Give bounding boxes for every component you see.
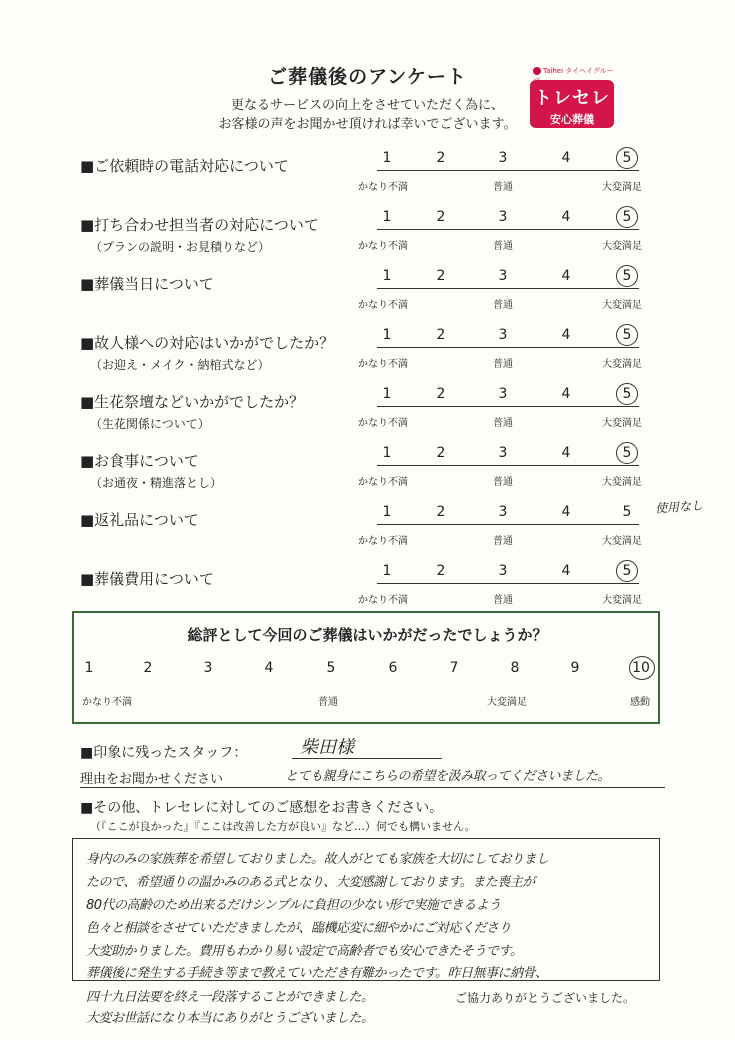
question-label: ■葬儀費用について	[80, 570, 214, 588]
logo-name: トレセレ	[534, 88, 610, 109]
selected-circle	[616, 560, 638, 582]
question-label: ■ご依頼時の電話対応について	[80, 157, 289, 175]
rating-option[interactable]: 4	[561, 209, 571, 225]
rating-option[interactable]: 3	[498, 209, 508, 225]
rating-option[interactable]: 4	[561, 445, 571, 461]
rating-option[interactable]: 1	[382, 150, 392, 166]
rating-option[interactable]: 4	[561, 150, 571, 166]
impressions-subtitle: （『ここが良かった』『ここは改善した方が良い』など…）何でも構いません。	[90, 820, 476, 833]
question-sublabel: （生花関係について）	[90, 417, 210, 431]
logo-brand: Taihei タイヘイグルー	[533, 66, 615, 86]
question-sublabel: （プランの説明・お見積りなど）	[90, 240, 271, 254]
logo	[530, 80, 614, 128]
page-title: ご葬儀後のアンケート	[268, 66, 467, 88]
rating-option[interactable]: 2	[436, 327, 446, 343]
rating-high-label: 大変満足	[602, 477, 642, 488]
rating-option[interactable]: 1	[382, 563, 392, 579]
selected-circle	[616, 265, 638, 287]
overall-selected-circle	[629, 656, 655, 680]
handwritten-line: 80代の高齢のため出来るだけシンプルに負担の少ない形で実施できるよう	[86, 898, 501, 913]
question-label: ■返礼品について	[80, 511, 199, 529]
rating-low-label: かなり不満	[358, 182, 408, 193]
selected-circle	[616, 383, 638, 405]
rating-line	[377, 406, 639, 407]
rating-option[interactable]: 3	[498, 268, 508, 284]
rating-option[interactable]: 5	[622, 327, 632, 343]
rating-option[interactable]: 5	[622, 504, 632, 520]
rating-line	[377, 288, 639, 289]
rating-option[interactable]: 1	[382, 504, 392, 520]
rating-high-label: 大変満足	[602, 359, 642, 370]
rating-option[interactable]: 2	[436, 445, 446, 461]
overall-option[interactable]: 10	[632, 660, 650, 676]
rating-option[interactable]: 1	[382, 268, 392, 284]
rating-mid-label: 普通	[493, 241, 513, 252]
rating-option[interactable]: 5	[622, 150, 632, 166]
rating-mid-label: 普通	[493, 595, 513, 606]
rating-low-label: かなり不満	[358, 477, 408, 488]
overall-option[interactable]: 2	[143, 660, 153, 676]
overall-title: 総評として今回のご葬儀はいかがだったでしょうか？	[187, 626, 548, 644]
question-label: ■故人様への対応はいかがでしたか？	[80, 334, 335, 352]
rating-option[interactable]: 3	[498, 327, 508, 343]
overall-option[interactable]: 3	[203, 660, 213, 676]
question-label: ■打ち合わせ担当者の対応について	[80, 216, 319, 234]
rating-low-label: かなり不満	[358, 418, 408, 429]
overall-option[interactable]: 6	[388, 660, 398, 676]
rating-mid-label: 普通	[493, 477, 513, 488]
handwritten-line: 四十九日法要を終え一段落することができました。	[86, 990, 374, 1005]
rating-option[interactable]: 3	[498, 150, 508, 166]
rating-option[interactable]: 1	[382, 386, 392, 402]
question-sublabel: （お迎え・メイク・納棺式など）	[90, 358, 270, 372]
handwritten-line: 葬儀後に発生する手続き等まで教えていただき有難かったです。昨日無事に納骨、	[86, 966, 548, 981]
rating-option[interactable]: 1	[382, 209, 392, 225]
rating-option[interactable]: 4	[561, 386, 571, 402]
overall-mid-label: 普通	[318, 697, 338, 708]
question-sublabel: （お通夜・精進落とし）	[90, 476, 223, 490]
intro-line-1: 更なるサービスの向上をさせていただく為に、	[230, 98, 504, 113]
handwritten-line: 大変お世話になり本当にありがとうございました。	[86, 1011, 374, 1026]
logo-tagline: 安心葬儀	[550, 113, 594, 126]
rating-option[interactable]: 5	[622, 386, 632, 402]
rating-line	[377, 524, 639, 525]
rating-option[interactable]: 5	[622, 268, 632, 284]
rating-mid-label: 普通	[493, 182, 513, 193]
impressions-title: ■その他、トレセレに対してのご感想をお書きください。	[80, 800, 444, 816]
staff-name[interactable]: 柴田様	[300, 737, 354, 758]
overall-high-label: 大変満足	[487, 697, 527, 708]
rating-high-label: 大変満足	[602, 182, 642, 193]
rating-low-label: かなり不満	[358, 595, 408, 606]
rating-option[interactable]: 2	[436, 563, 446, 579]
rating-option[interactable]: 2	[436, 150, 446, 166]
rating-option[interactable]: 1	[382, 327, 392, 343]
intro-line-2: お客様の声をお聞かせ頂ければ幸いでございます。	[218, 117, 517, 132]
rating-option[interactable]: 3	[498, 445, 508, 461]
rating-line	[377, 170, 639, 171]
rating-option[interactable]: 4	[561, 268, 571, 284]
question-label: ■生花祭壇などいかがでしたか？	[80, 393, 305, 411]
rating-option[interactable]: 5	[622, 445, 632, 461]
rating-mid-label: 普通	[493, 300, 513, 311]
brand-dot-icon	[533, 67, 541, 75]
overall-option[interactable]: 7	[449, 660, 459, 676]
rating-low-label: かなり不満	[358, 359, 408, 370]
overall-option[interactable]: 9	[570, 660, 580, 676]
selected-circle	[616, 324, 638, 346]
rating-option[interactable]: 4	[561, 504, 571, 520]
rating-high-label: 大変満足	[602, 595, 642, 606]
selected-circle	[616, 147, 638, 169]
staff-label: ■印象に残ったスタッフ：	[80, 745, 248, 761]
overall-top-label: 感動	[630, 697, 650, 708]
rating-low-label: かなり不満	[358, 241, 408, 252]
rating-line	[377, 229, 639, 230]
rating-low-label: かなり不満	[358, 536, 408, 547]
rating-line	[377, 465, 639, 466]
rating-option[interactable]: 4	[561, 563, 571, 579]
rating-high-label: 大変満足	[602, 241, 642, 252]
staff-name-underline	[292, 758, 442, 759]
selected-circle	[616, 442, 638, 464]
reason-underline	[80, 787, 665, 788]
handwritten-line: たので、希望通りの温かみのある式となり、大変感謝しております。また喪主が	[86, 875, 535, 890]
thanks-text: ご協力ありがとうございました。	[455, 991, 636, 1005]
rating-option[interactable]: 3	[498, 386, 508, 402]
rating-high-label: 大変満足	[602, 536, 642, 547]
rating-low-label: かなり不満	[358, 300, 408, 311]
handwritten-line: 大変助かりました。費用もわかり易い設定で高齢者でも安心できたそうです。	[86, 944, 523, 959]
question-label: ■お食事について	[80, 452, 199, 470]
rating-line	[377, 347, 639, 348]
rating-option[interactable]: 5	[622, 209, 632, 225]
selected-circle	[616, 206, 638, 228]
handwritten-note: 使用なし	[654, 498, 704, 516]
rating-option[interactable]: 2	[436, 504, 446, 520]
handwritten-line: 身内のみの家族葬を希望しておりました。故人がとても家族を大切にしておりまし	[86, 852, 549, 867]
rating-line	[377, 583, 639, 584]
handwritten-line: 色々と相談をさせていただきましたが、臨機応変に細やかにご対応くださり	[86, 921, 512, 936]
rating-option[interactable]: 3	[498, 504, 508, 520]
overall-option[interactable]: 8	[510, 660, 520, 676]
rating-option[interactable]: 4	[561, 327, 571, 343]
rating-mid-label: 普通	[493, 359, 513, 370]
question-label: ■葬儀当日について	[80, 275, 214, 293]
overall-option[interactable]: 4	[264, 660, 274, 676]
rating-high-label: 大変満足	[602, 300, 642, 311]
reason-text[interactable]: とても親身にこちらの希望を汲み取ってくださいました。	[285, 769, 611, 784]
rating-mid-label: 普通	[493, 418, 513, 429]
rating-option[interactable]: 2	[436, 386, 446, 402]
overall-low-label: かなり不満	[82, 697, 132, 708]
rating-option[interactable]: 1	[382, 445, 392, 461]
rating-option[interactable]: 5	[622, 563, 632, 579]
reason-label: 理由をお聞かせください	[80, 772, 224, 787]
rating-option[interactable]: 3	[498, 563, 508, 579]
rating-option[interactable]: 2	[436, 209, 446, 225]
overall-option[interactable]: 1	[84, 660, 94, 676]
rating-high-label: 大変満足	[602, 418, 642, 429]
overall-option[interactable]: 5	[326, 660, 336, 676]
rating-option[interactable]: 2	[436, 268, 446, 284]
rating-mid-label: 普通	[493, 536, 513, 547]
